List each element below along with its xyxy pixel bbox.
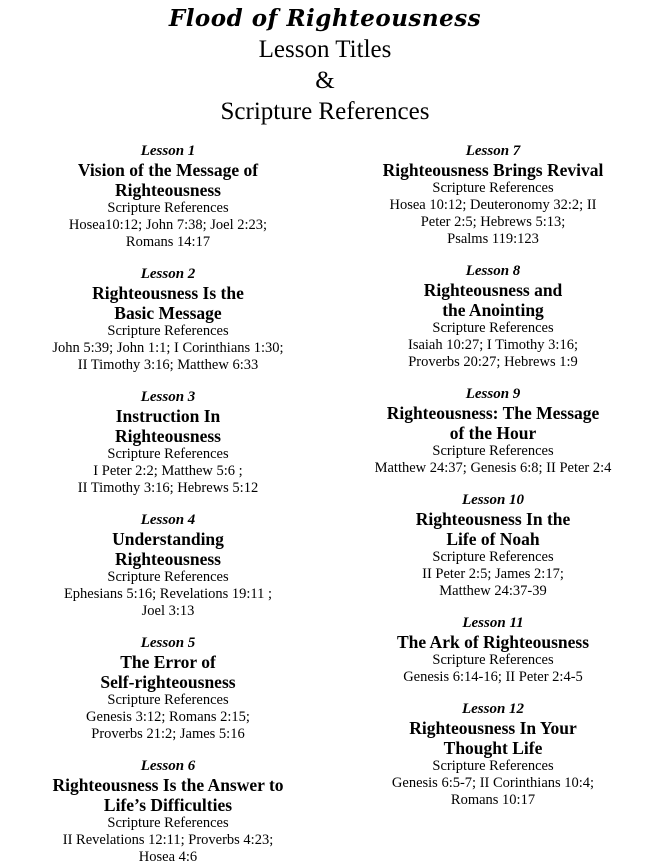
page-header	[0, 4, 650, 127]
scripture-references-label: Scripture References	[107, 692, 229, 708]
lesson-title-line: Righteousness	[115, 426, 221, 446]
scripture-reference-line: Hosea 10:12; Deuteronomy 32:2; II	[389, 197, 597, 213]
scripture-reference-line: Genesis 6:14-16; II Peter 2:4-5	[403, 669, 583, 685]
lesson-title	[336, 718, 650, 758]
scripture-reference-line: Matthew 24:37-39	[439, 583, 547, 599]
lesson-block	[0, 142, 336, 251]
scripture-references	[336, 669, 650, 686]
lesson-number: Lesson 9	[465, 386, 521, 402]
scripture-references	[336, 460, 650, 477]
lesson-title	[0, 406, 336, 446]
scripture-reference-line: II Revelations 12:11; Proverbs 4:23;	[62, 832, 274, 848]
lesson-title-line: Basic Message	[114, 303, 222, 323]
lesson-block	[0, 388, 336, 497]
lesson-number: Lesson 5	[140, 635, 196, 651]
lesson-number: Lesson 6	[140, 758, 196, 774]
lesson-number: Lesson 8	[465, 263, 521, 279]
scripture-reference-line: II Timothy 3:16; Hebrews 5:12	[77, 480, 259, 496]
scripture-references-label: Scripture References	[432, 549, 554, 565]
lesson-title-line: Understanding	[112, 529, 224, 549]
scripture-reference-line: Matthew 24:37; Genesis 6:8; II Peter 2:4	[374, 460, 612, 476]
scripture-references	[336, 566, 650, 600]
scripture-reference-line: II Peter 2:5; James 2:17;	[422, 566, 564, 582]
lesson-title-line: of the Hour	[449, 423, 537, 443]
page-title-line-3: Scripture References	[220, 98, 430, 125]
scripture-reference-line: Romans 14:17	[125, 234, 211, 250]
lesson-title	[336, 509, 650, 549]
lesson-block	[336, 614, 650, 686]
lesson-block	[336, 385, 650, 477]
scripture-reference-line: II Timothy 3:16; Matthew 6:33	[77, 357, 259, 373]
lesson-title	[0, 529, 336, 569]
scripture-references-label: Scripture References	[107, 569, 229, 585]
lessons-left-column	[0, 142, 336, 866]
page-title-ampersand: &	[315, 67, 335, 94]
scripture-reference-line: Romans 10:17	[450, 792, 536, 808]
lesson-title-line: Life of Noah	[446, 529, 540, 549]
scripture-reference-line: Isaiah 10:27; I Timothy 3:16;	[408, 337, 578, 353]
page-title-line-1: Lesson Titles	[258, 36, 392, 63]
scripture-reference-line: I Peter 2:2; Matthew 5:6 ;	[93, 463, 243, 479]
scripture-reference-line: Proverbs 21:2; James 5:16	[91, 726, 245, 742]
lesson-title-line: Righteousness	[115, 549, 221, 569]
scripture-references	[0, 463, 336, 497]
scripture-references-label: Scripture References	[107, 323, 229, 339]
lesson-title-line: Righteousness Is the Answer to	[52, 775, 284, 795]
lesson-title-line: Vision of the Message of	[77, 160, 259, 180]
scripture-references	[0, 217, 336, 251]
scripture-references-label: Scripture References	[432, 180, 554, 196]
lessons-right-column	[336, 142, 650, 809]
lesson-number: Lesson 12	[461, 701, 525, 717]
lesson-title-line: Righteousness In Your	[409, 718, 577, 738]
lesson-title	[336, 403, 650, 443]
lesson-title	[0, 775, 336, 815]
lesson-number: Lesson 2	[140, 266, 196, 282]
lesson-title-line: the Anointing	[442, 300, 544, 320]
scripture-references-label: Scripture References	[432, 758, 554, 774]
scripture-reference-line: Proverbs 20:27; Hebrews 1:9	[408, 354, 578, 370]
lesson-title	[336, 160, 650, 180]
scripture-references-label: Scripture References	[432, 652, 554, 668]
lesson-title-line: Self-righteousness	[100, 672, 236, 692]
scripture-references	[336, 337, 650, 371]
lesson-title-line: Righteousness In the	[415, 509, 571, 529]
scripture-reference-line: Hosea 4:6	[138, 849, 198, 865]
scripture-reference-line: Ephesians 5:16; Revelations 19:11 ;	[63, 586, 273, 602]
lesson-number: Lesson 4	[140, 512, 196, 528]
lesson-title-line: Thought Life	[443, 738, 543, 758]
scripture-references-label: Scripture References	[107, 200, 229, 216]
lesson-number: Lesson 7	[465, 143, 521, 159]
lesson-title-line: Righteousness and	[423, 280, 563, 300]
lesson-title	[0, 283, 336, 323]
lesson-title	[0, 652, 336, 692]
scripture-reference-line: Psalms 119:123	[447, 231, 539, 247]
scripture-references	[0, 586, 336, 620]
lesson-title-line: Instruction In	[115, 406, 221, 426]
scripture-reference-line: Genesis 3:12; Romans 2:15;	[86, 709, 250, 725]
scripture-references	[0, 340, 336, 374]
scripture-reference-line: Genesis 6:5-7; II Corinthians 10:4;	[391, 775, 595, 791]
lesson-title-line: Life’s Difficulties	[103, 795, 233, 815]
scripture-references	[0, 832, 336, 866]
scripture-reference-line: John 5:39; John 1:1; I Corinthians 1:30;	[52, 340, 284, 356]
lesson-block	[336, 262, 650, 371]
lesson-title-line: Righteousness: The Message	[386, 403, 600, 423]
scripture-reference-line: Hosea10:12; John 7:38; Joel 2:23;	[68, 217, 268, 233]
scripture-references-label: Scripture References	[432, 320, 554, 336]
lesson-block	[0, 511, 336, 620]
lesson-block	[336, 491, 650, 600]
scripture-references-label: Scripture References	[107, 815, 229, 831]
lesson-title	[0, 160, 336, 200]
lesson-title-line: Righteousness Is the	[92, 283, 244, 303]
lesson-block	[0, 265, 336, 374]
lesson-number: Lesson 1	[140, 143, 196, 159]
lesson-title-line: The Ark of Righteousness	[396, 632, 590, 652]
scripture-references-label: Scripture References	[432, 443, 554, 459]
lesson-block	[0, 634, 336, 743]
scripture-references	[336, 197, 650, 248]
lesson-block	[336, 700, 650, 809]
lesson-title-line: The Error of	[120, 652, 216, 672]
lesson-block	[336, 142, 650, 248]
lesson-number: Lesson 11	[462, 615, 524, 631]
lesson-number: Lesson 10	[461, 492, 525, 508]
lesson-title	[336, 632, 650, 652]
scripture-reference-line: Joel 3:13	[141, 603, 195, 619]
lesson-title-line: Righteousness Brings Revival	[382, 160, 604, 180]
scripture-references-label: Scripture References	[107, 446, 229, 462]
lesson-title-line: Righteousness	[115, 180, 221, 200]
series-title: Flood of Righteousness	[168, 5, 482, 32]
scripture-references	[336, 775, 650, 809]
scripture-references	[0, 709, 336, 743]
lesson-title	[336, 280, 650, 320]
scripture-reference-line: Peter 2:5; Hebrews 5:13;	[420, 214, 566, 230]
lesson-number: Lesson 3	[140, 389, 196, 405]
